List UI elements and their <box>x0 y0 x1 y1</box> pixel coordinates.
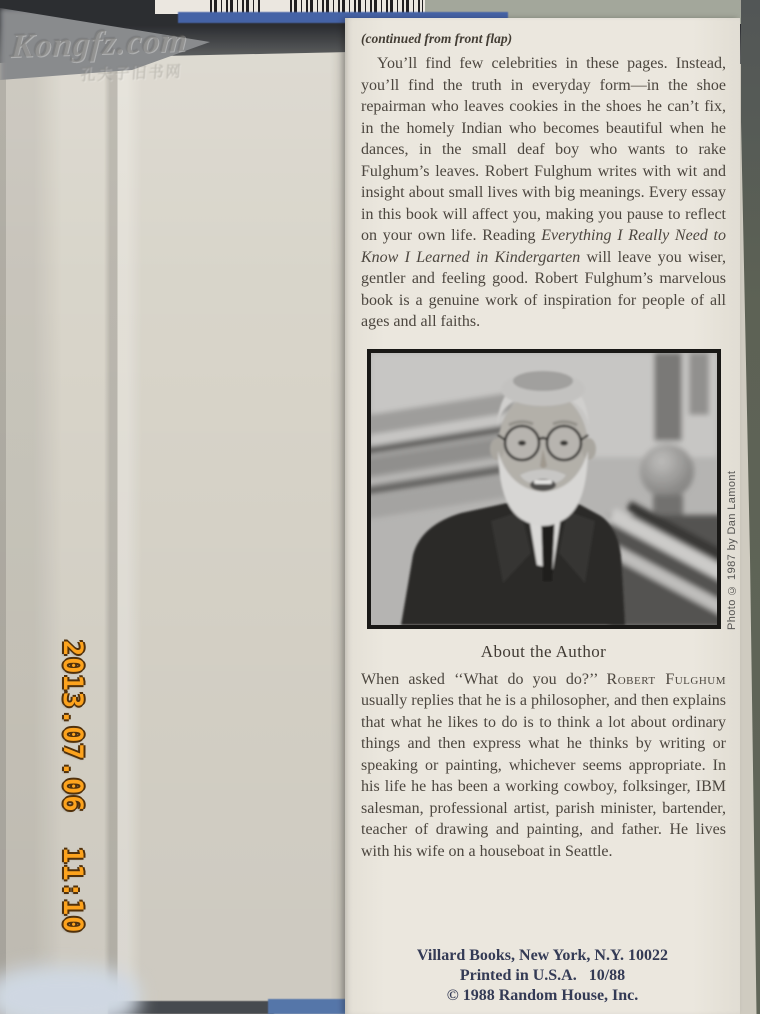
flap-content <box>361 18 738 878</box>
blurb-text-2: will leave you wiser, gentler and feeling good. Robert Fulghum’s marvelous book is a genuine work of inspiration for people of all ages and all faiths. <box>361 248 726 330</box>
watermark-site-text: Kongfz.com <box>9 21 190 66</box>
publisher-address: Villard Books, New York, N.Y. 10022 <box>416 947 669 964</box>
author-name-smallcaps: Robert Fulghum <box>606 670 726 688</box>
about-text-1: When asked ‘‘What do you do?’’ <box>361 670 607 688</box>
publisher-block <box>345 946 740 1006</box>
about-text-2: usually replies that he is a philosopher, and then explains that what he likes to do is to think a lot about ordinary things and then express what he thinks by writing or speaking or painting, whichever seems appropriate. In his life he has been a working cowboy, folksinger, IBM salesman, professional artist, parish minister, bartender, teacher of drawing and painting, and father. He lives with his wife on a houseboat in Seattle. <box>361 692 726 860</box>
about-paragraph <box>361 669 726 863</box>
author-portrait-illustration <box>371 353 717 625</box>
flap-blurb <box>361 53 726 333</box>
photo-credit: Photo © 1987 by Dan Lamont <box>726 470 738 630</box>
camera-timestamp: 2013.07.06 11:10 <box>57 640 88 934</box>
book-title-italic: Everything I Really Need to Know I Learned in Kindergarten <box>361 227 726 266</box>
book-cover-bottom-edge-blue <box>268 999 352 1014</box>
copyright-line: © 1988 Random House, Inc. <box>446 987 639 1004</box>
blurb-text-1: You’ll find few celebrities in these pages. Instead, you’ll find the truth in everyday form—in the shoe repairman who leaves cookies in the shoes he can’t fix, in the homely Indian who becomes beautiful when he dances, in the small deaf boy who wants to rake Fulghum’s leaves. Robert Fulghum writes with wit and insight about small lives with big meanings. Every essay in this book will affect you, making you pause to reflect on your own life. Reading <box>361 55 726 244</box>
watermark-site-text-cn: 孔夫子旧书网 <box>80 62 184 84</box>
continued-note: (continued from front flap) <box>361 31 513 46</box>
book-pages <box>0 0 352 1014</box>
printed-in-line: Printed in U.S.A. 10/88 <box>459 967 626 984</box>
jacket-back-flap <box>345 18 740 1014</box>
author-photo <box>367 349 721 629</box>
about-the-author-heading: About the Author <box>480 641 607 661</box>
